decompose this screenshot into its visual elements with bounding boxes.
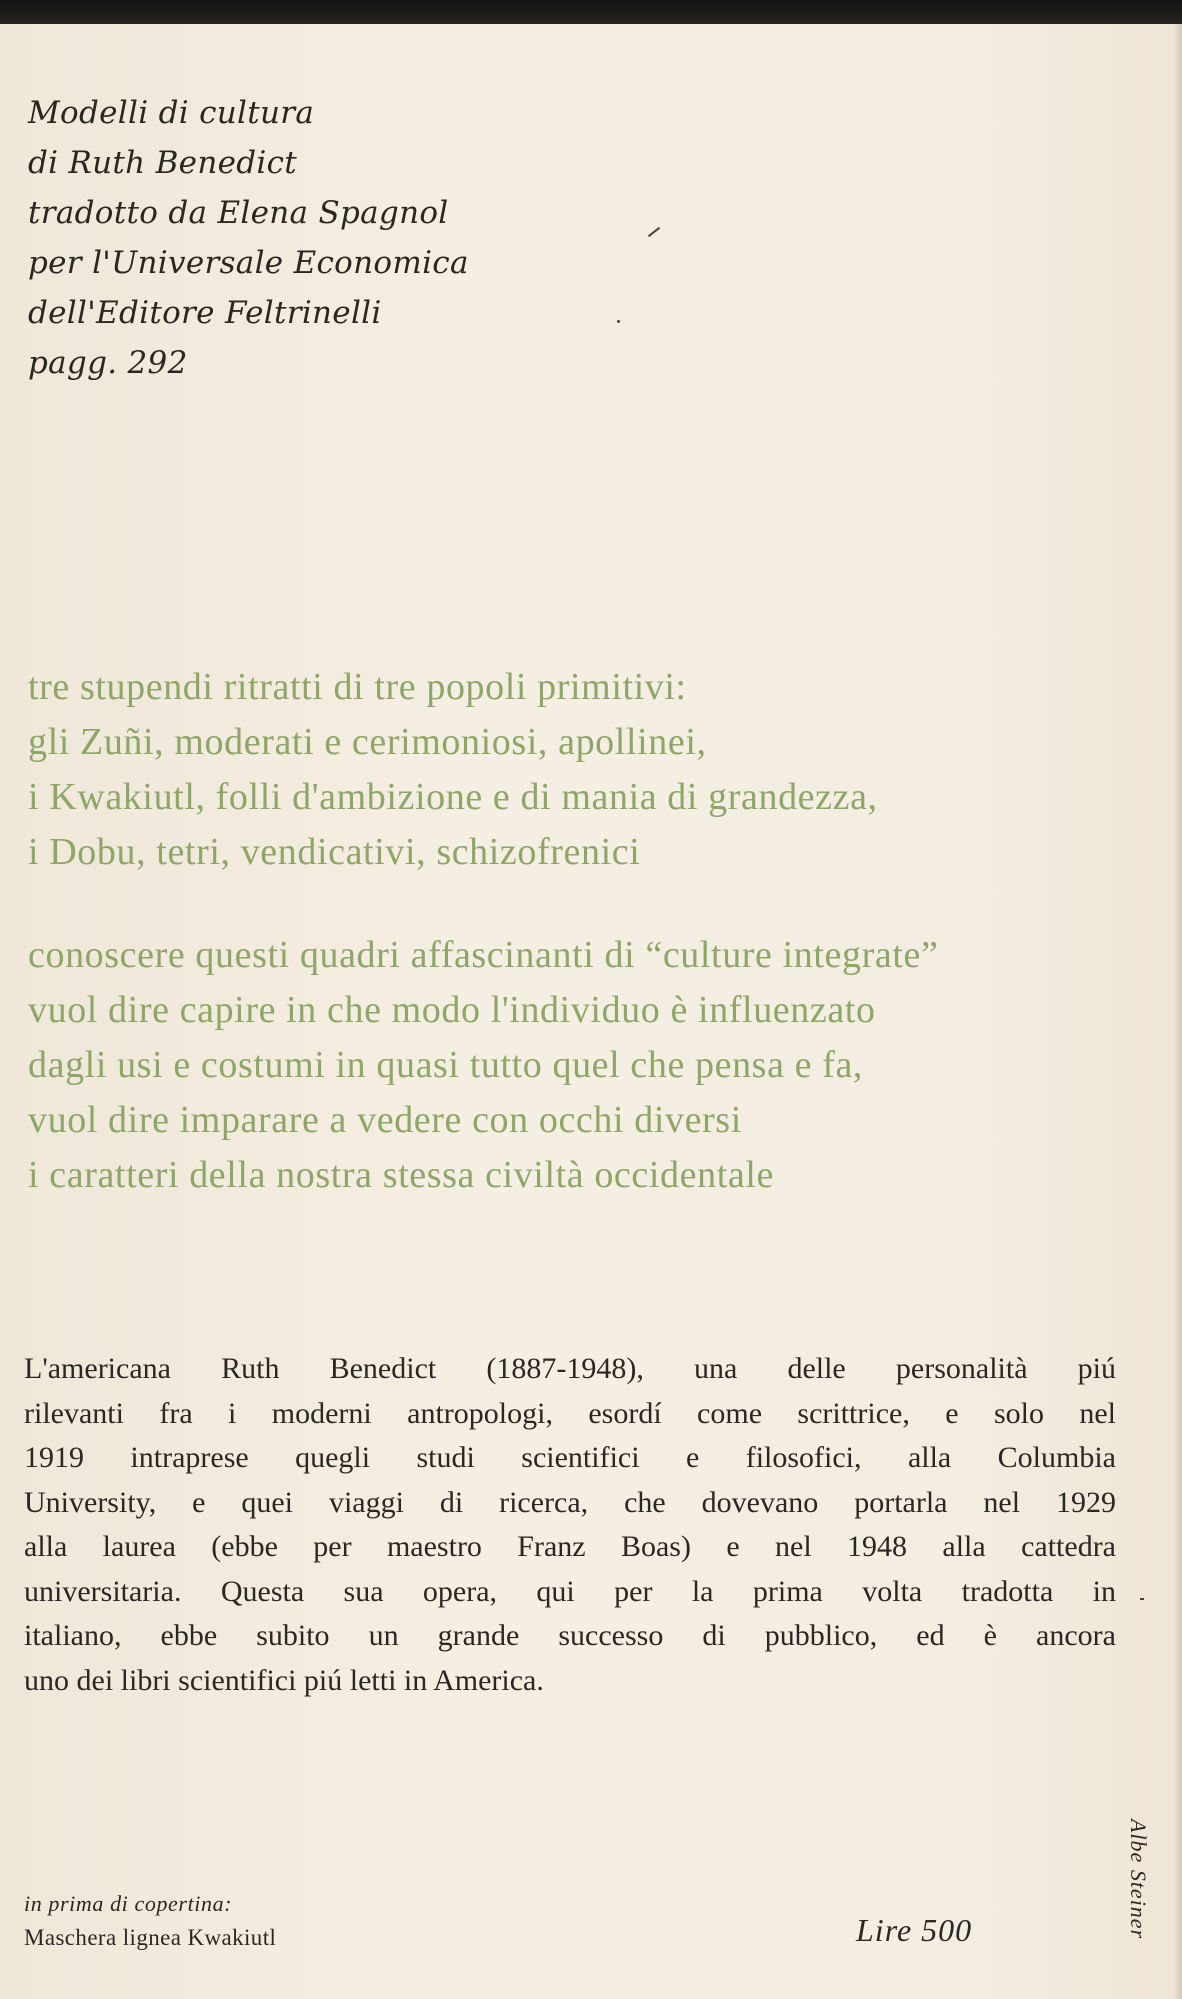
ink-dot xyxy=(617,320,620,323)
book-pages: pagg. 292 xyxy=(28,345,188,381)
cover-note-description: Maschera lignea Kwakiutl xyxy=(24,1925,277,1950)
ink-dot xyxy=(1140,1598,1144,1600)
bio-line: University, e quei viaggi di ricerca, che dovevano portarla nel 1929 xyxy=(24,1485,1116,1519)
blurb-line: vuol dire capire in che modo l'individuo è influenzato xyxy=(28,989,876,1031)
blurb-stanza-2 xyxy=(28,928,938,1203)
bio-line: italiano, ebbe subito un grande successo di pubblico, ed è ancora xyxy=(24,1619,1116,1652)
blurb-line: conoscere questi quadri affascinanti di “culture integrate” xyxy=(28,934,939,976)
blurb-line: i Kwakiutl, folli d'ambizione e di mania di grandezza, xyxy=(28,776,878,818)
price-label: Lire 500 xyxy=(856,1912,973,1948)
blurb-line: gli Zuñi, moderati e cerimoniosi, apollinei, xyxy=(28,721,707,763)
bio-line: L'americana Ruth Benedict (1887-1948), una delle personalità piú xyxy=(24,1352,1116,1385)
bio-line: 1919 intraprese quegli studi scientifici e filosofici, alla Columbia xyxy=(24,1441,1116,1474)
book-publisher: dell'Editore Feltrinelli xyxy=(28,295,382,331)
book-title: Modelli di cultura xyxy=(28,95,315,131)
bio-line: uno dei libri scientifici piú letti in America. xyxy=(24,1663,544,1697)
blurb-line: i Dobu, tetri, vendicativi, schizofrenici xyxy=(28,831,641,873)
book-author: di Ruth Benedict xyxy=(28,145,298,181)
blurb-stanza-1 xyxy=(28,660,878,880)
author-bio xyxy=(24,1347,1116,1703)
bio-line: alla laurea (ebbe per maestro Franz Boas) e nel 1948 alla cattedra xyxy=(24,1530,1116,1563)
cover-image-note xyxy=(24,1887,276,1955)
book-series: per l'Universale Economica xyxy=(28,245,469,281)
bio-line: rilevanti fra i moderni antropologi, esordí come scrittrice, e solo nel xyxy=(24,1396,1116,1430)
page-edge-shadow xyxy=(1174,24,1182,1999)
blurb-line: dagli usi e costumi in quasi tutto quel che pensa e fa, xyxy=(28,1044,864,1086)
bio-line: universitaria. Questa sua opera, qui per la prima volta tradotta in xyxy=(24,1574,1116,1608)
book-info-block xyxy=(28,88,469,388)
cover-note-label: in prima di copertina: xyxy=(24,1891,233,1916)
blurb-line: i caratteri della nostra stessa civiltà occidentale xyxy=(28,1154,774,1196)
book-translator: tradotto da Elena Spagnol xyxy=(28,195,449,231)
designer-credit: Albe Steiner xyxy=(1126,1819,1151,1940)
blurb-line: vuol dire imparare a vedere con occhi diversi xyxy=(28,1099,742,1141)
blurb-line: tre stupendi ritratti di tre popoli primitivi: xyxy=(28,666,687,708)
